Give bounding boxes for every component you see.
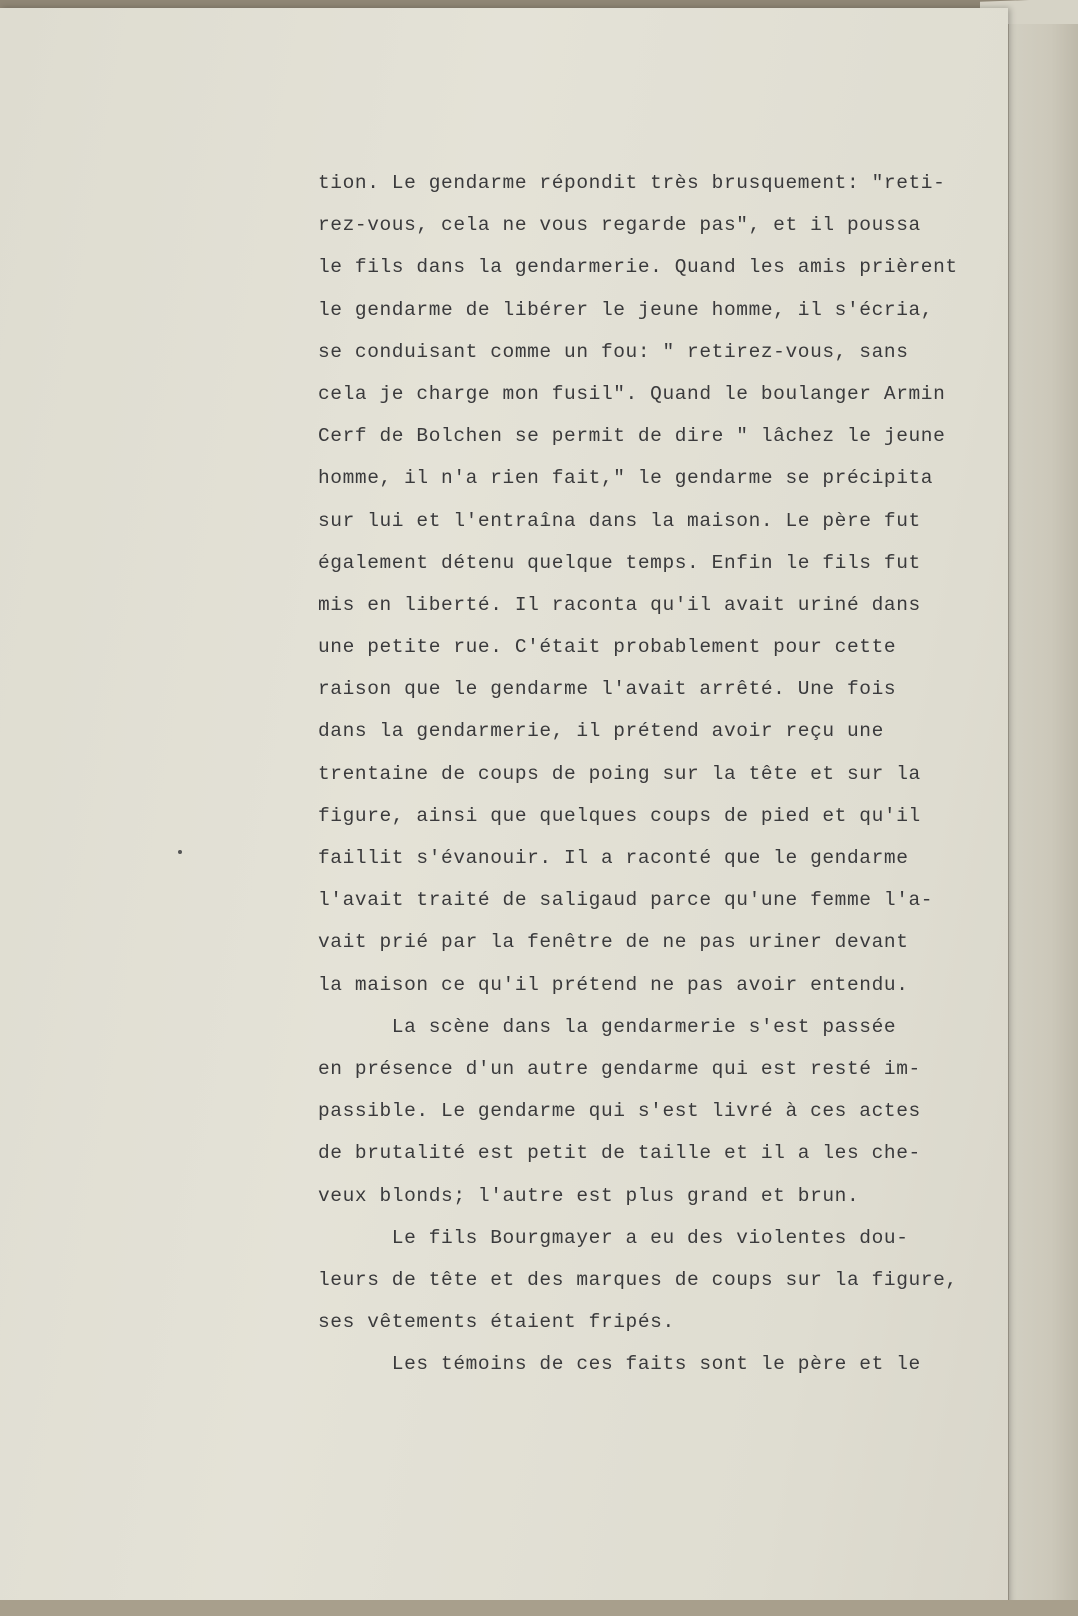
text-line: Les témoins de ces faits sont le père et le [318, 1353, 921, 1376]
text-line: sur lui et l'entraîna dans la maison. Le père fut [318, 509, 921, 532]
text-line: trentaine de coups de poing sur la tête et sur la [318, 762, 921, 785]
text-line: dans la gendarmerie, il prétend avoir reçu une [318, 720, 884, 743]
text-line: figure, ainsi que quelques coups de pied et qu'il [318, 804, 921, 827]
text-line: une petite rue. C'était probablement pour cette [318, 636, 897, 659]
text-line: veux blonds; l'autre est plus grand et brun. [318, 1184, 860, 1207]
text-line: La scène dans la gendarmerie s'est passée [318, 1015, 897, 1038]
text-line: leurs de tête et des marques de coups sur la figure, [318, 1268, 958, 1291]
text-line: raison que le gendarme l'avait arrêté. Une fois [318, 678, 897, 701]
text-line: tion. Le gendarme répondit très brusquement: "reti- [318, 172, 946, 194]
text-line: se conduisant comme un fou: " retirez-vous, sans [318, 340, 909, 363]
text-line: Cerf de Bolchen se permit de dire " lâchez le jeune [318, 425, 946, 448]
text-line: l'avait traité de saligaud parce qu'une femme l'a- [318, 889, 934, 912]
text-line: cela je charge mon fusil". Quand le boulanger Armin [318, 382, 946, 405]
table-surface [0, 1600, 1078, 1616]
text-line: rez-vous, cela ne vous regarde pas", et il poussa [318, 214, 921, 237]
text-line: le fils dans la gendarmerie. Quand les amis prièrent [318, 256, 958, 279]
typed-text-body [318, 162, 998, 1385]
text-line: mis en liberté. Il raconta qu'il avait uriné dans [318, 593, 921, 616]
text-line: passible. Le gendarme qui s'est livré à ces actes [318, 1100, 921, 1123]
text-line: de brutalité est petit de taille et il a les che- [318, 1142, 921, 1165]
paper-speck [178, 850, 182, 854]
text-line: la maison ce qu'il prétend ne pas avoir entendu. [318, 973, 909, 996]
text-line: le gendarme de libérer le jeune homme, il s'écria, [318, 298, 934, 321]
text-line: également détenu quelque temps. Enfin le fils fut [318, 551, 921, 574]
text-line: vait prié par la fenêtre de ne pas uriner devant [318, 931, 909, 954]
next-page-edge [1008, 24, 1078, 1616]
text-line: homme, il n'a rien fait," le gendarme se précipita [318, 467, 934, 490]
text-line: faillit s'évanouir. Il a raconté que le gendarme [318, 847, 909, 869]
text-line: ses vêtements étaient fripés. [318, 1311, 675, 1334]
text-line: en présence d'un autre gendarme qui est resté im- [318, 1057, 921, 1080]
text-line: Le fils Bourgmayer a eu des violentes dou- [318, 1226, 909, 1249]
